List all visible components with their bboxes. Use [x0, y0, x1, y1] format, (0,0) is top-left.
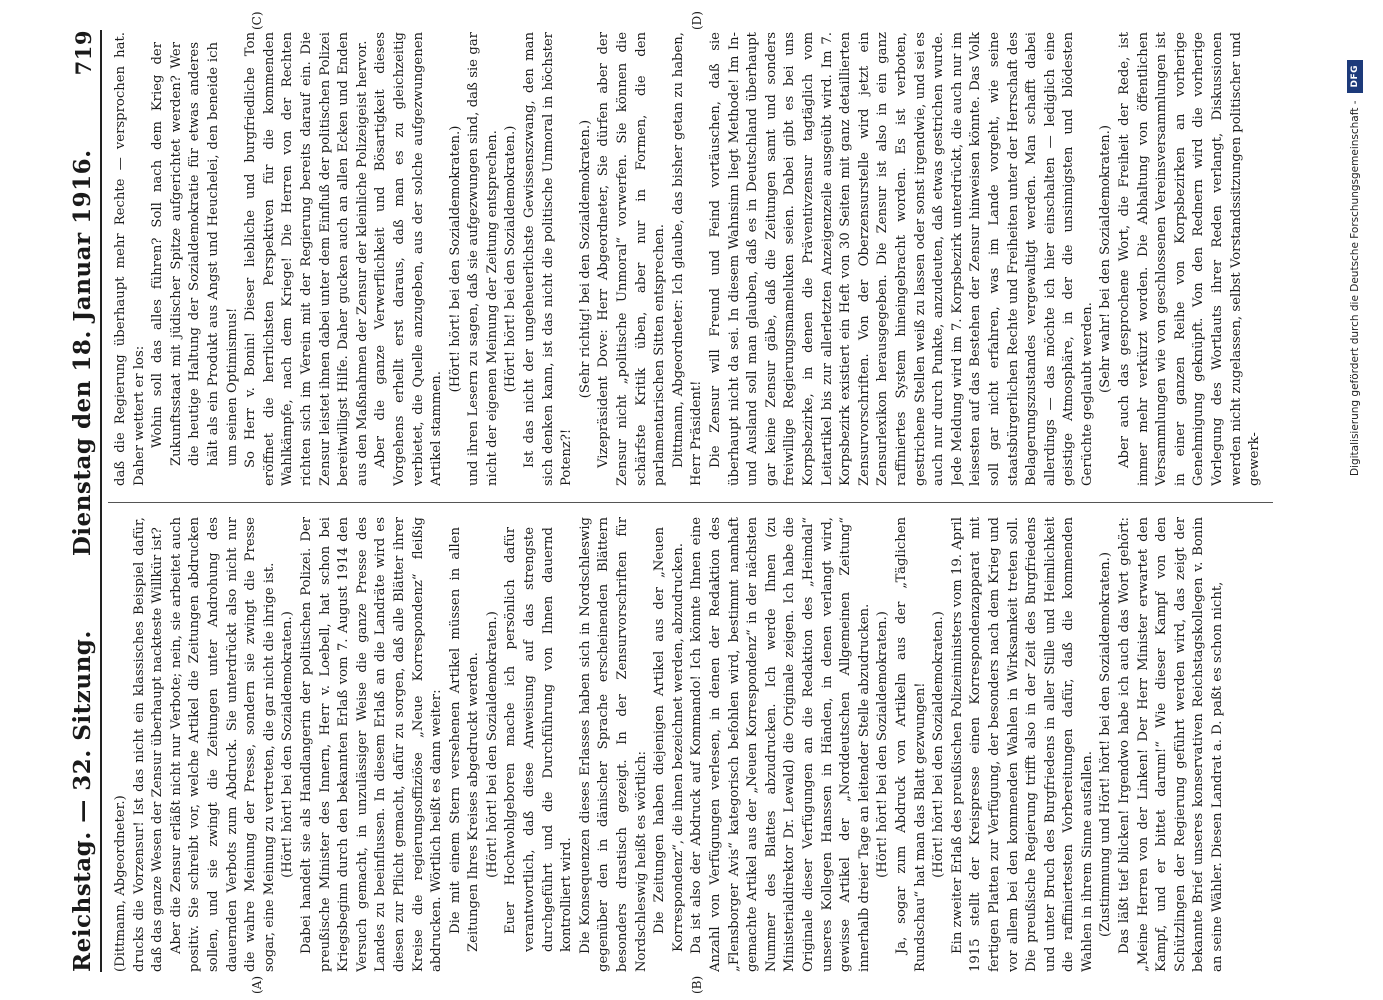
quotation: Wohin soll das alles führen? Soll nach dem Krieg der Zukunftsstaat mit jüdischer Spitze aufgerichtet werden? Wer die heutige Haltung der Sozialdemokratie für etwas anderes hält als ein Produkt aus Angst und Heuchelei, den beneide ich um seinen Optimismus!	[150, 42, 240, 466]
page-header	[56, 30, 102, 972]
header-session: Reichstag. — 32. Sitzung.	[69, 630, 96, 972]
credit-text: Digitalisierung gefördert durch die Deutsche Forschungsgemeinschaft -	[1349, 100, 1361, 477]
quotation: Die mit einem Stern versehenen Artikel müssen in allen Zeitungen Ihres Kreises abgedruckt werden.	[447, 527, 482, 952]
margin-marker-b: (B)	[690, 975, 704, 994]
margin-marker-c: (C)	[250, 11, 264, 30]
paragraph: Aber die Zensur erläßt nicht nur Verbote; nein, sie arbeitet auch positiv. Sie schreibt vor, welche Artikel die Zeitungen abdrucken sollen, und sie zwingt die Zeitungen unter Androhung des dauernden Verbots zum Abdruck. Sie unterdrückt also nicht nur die wahre Meinung der Presse, sondern sie zwingt die Presse sogar, eine Meinung zu vertreten, die gar nicht die ihrige ist.	[168, 517, 277, 972]
page-number: 719	[71, 30, 96, 76]
dfg-logo: DFG	[1347, 60, 1363, 93]
text-column-left	[112, 517, 1273, 972]
digitization-credit	[1343, 60, 1367, 920]
interjection: (Hört! hört! bei den Sozialdemokraten.)	[447, 125, 463, 393]
interjection: (Hört! hört! bei den Sozialdemokraten.)	[503, 125, 519, 393]
text-column-right	[112, 32, 1273, 486]
margin-marker-a: (A)	[250, 975, 264, 994]
paragraph: und ihren Lesern zu sagen, daß sie aufgezwungen sind, daß sie gar nicht der eigenen Meinung der Zeitung entsprechen.	[466, 32, 500, 486]
paragraph: Ja, sogar zum Abdruck von Artikeln aus der „Täglichen Rundschau“ hat man das Blatt gezwungen!	[893, 517, 928, 972]
interjection: (Zustimmung und Hört! hört! bei den Sozialdemokraten.)	[1098, 552, 1114, 937]
interjection: (Hört! hört! bei den Sozialdemokraten.)	[280, 611, 296, 878]
column-divider	[108, 502, 1273, 503]
margin-marker-d: (D)	[690, 11, 704, 30]
paragraph: Vizepräsident Dove: Herr Abgeordneter, Sie dürfen aber der Zensur nicht „politische Unmoral“ vorwerfen. Sie können die schärfste Kritik üben, aber nur in Formen, die den parlamentarischen Sitten entsprechen.	[596, 32, 668, 486]
paragraph: Dabei handelt sie als Handlangerin der politischen Polizei. Der preußische Minister des Innern, Herr v. Loebell, hat schon bei Kriegsbeginn durch den bekannten Erlaß vom 7. August 1914 den Versuch gemacht, in unzulässiger Weise die ganze Presse des Landes zu beeinflussen. In diesem Erlaß an die Landräte wird es diesen zur Pflicht gemacht, dafür zu sorgen, daß alle Blätter ihrer Kreise die regierungsoffiziöse „Neue Korrespondenz“ fleißig abdrucken. Wörtlich heißt es dann weiter:	[298, 517, 445, 972]
paragraph: Da ist also der Abdruck auf Kommando! Ich könnte Ihnen eine Anzahl von Verfügungen verlesen, in denen der Redaktion des „Flensborger Avis“ kategorisch befohlen wird, bestimmt namhaft gemachte Artikel aus der „Neuen Korrespondenz“ in der nächsten Nummer des Blattes abzudrucken. Ich werde Ihnen (zu Ministerialdirektor Dr. Lewald) die Originale zeigen. Ich habe die Originale dieser Verfügungen an die Redaktion des „Heimdal“ unseres Kollegen Hanssen in Händen, in denen verlangt wird, gewisse Artikel der „Norddeutschen Allgemeinen Zeitung“ innerhalb dreier Tage an leitender Stelle abzudrucken.	[689, 517, 872, 972]
paragraph: Dittmann, Abgeordneter: Ich glaube, das bisher getan zu haben, Herr Präsident!	[670, 32, 705, 486]
header-date: Dienstag den 18. Januar 1916.	[69, 149, 96, 557]
paragraph: Die Zensur will Freund und Feind vortäuschen, daß sie überhaupt nicht da sei. In diesem Wahnsinn liegt Methode! Im In- und Ausland soll man glauben, daß es in Deutschland überhaupt gar keine Zensur gäbe, daß die Zeitungen samt und sonders freiwillige Regierungsmameluken seien. Dabei gibt es bei uns Korpsbezirke, in denen die Präventivzensur tagtäglich vom Leitartikel bis zur allerletzten Anzeigenzeile ausgeübt wird. Im 7. Korpsbezirk existiert ein Heft von 30 Seiten mit ganz detaillierten Zensurvorschriften. Von der Oberzensurstelle wird jetzt ein Zensurlexikon herausgegeben. Die Zensur ist also in ein ganz raffiniertes System hineingebracht worden. Es ist verboten, gestrichene Stellen weiß zu lassen oder sonst irgendwie, und sei es auch nur durch Punkte, anzudeuten, daß etwas gestrichen wurde. Jede Meldung wird im 7. Korpsbezirk unterdrückt, die auch nur im leisesten auf das Bestehen der Zensur hinweisen könnte. Das Volk soll gar nicht erfahren, was im Lande vorgeht, wie seine staatsbürgerlichen Rechte und Freiheiten unter der Herrschaft des Belagerungszustandes vergewaltigt werden. Man schafft dabei allerdings — das möchte ich hier einschalten — lediglich eine geistige Atmosphäre, in der die unsinnigsten und blödesten Gerüchte geglaubt werden.	[708, 32, 1095, 486]
speaker-label: (Dittmann, Abgeordneter.)	[113, 795, 128, 972]
paragraph: So Herr v. Bonin! Dieser liebliche und burgfriedliche Ton eröffnet die herrlichsten Perspektiven für die kommenden Wahlkämpfe, nach dem Kriege! Die Herren von der Rechten richten sich im Verein mit der Regierung bereits darauf ein. Die Zensur leistet ihnen dabei unter dem Einfluß der politischen Polizei bereitwilligst Hilfe. Daher gucken auch an allen Ecken und Enden aus den Maßnahmen der Zensur der kleinliche Polizeigeist hervor.	[243, 32, 370, 486]
quotation: Euer Hochwohlgeboren mache ich persönlich dafür verantwortlich, daß diese Anweisung auf das strengste durchgeführt und die Durchführung von Ihnen dauernd kontrolliert wird.	[503, 527, 575, 952]
paragraph: Das läßt tief blicken! Irgendwo habe ich auch das Wort gehört: „Meine Herren von der Linken! Der Herr Minister erwartet den Kampf, und er bittet darum!“ Wie dieser Kampf von den Schützlingen der Regierung geführt werden wird, das zeigt der bekannte Brief unseres konservativen Reichstagskollegen v. Bonin an seine Wähler. Diesen Landrat a. D. paßt es schon nicht,	[1117, 517, 1226, 972]
interjection: (Sehr wahr! bei den Sozialdemokraten.)	[1098, 125, 1114, 393]
paragraph: Aber auch das gesprochene Wort, die Freiheit der Rede, ist immer mehr verkürzt worden. Die Abhaltung von öffentlichen Versammlungen wie von geschlossenen Vereinsversammlungen ist in einer ganzen Reihe von Korpsbezirken an vorherige Genehmigung geknüpft. Von den Rednern wird die vorherige Vorlegung des Wortlauts ihrer Reden verlangt, Diskussionen werden nicht zugelassen, selbst Vorstandssitzungen politischer und gewerk-	[1117, 32, 1263, 486]
paragraph: Ist das nicht der ungeheuerlichste Gewissenszwang, den man sich denken kann, ist das nicht die politische Unmoral in höchster Potenz?!	[522, 32, 575, 486]
interjection: (Hört! hört! bei den Sozialdemokraten.)	[875, 611, 891, 878]
interjection: (Hört! hört! bei den Sozialdemokraten.)	[931, 611, 947, 878]
paragraph: Ein zweiter Erlaß des preußischen Polizeiministers vom 19. April 1915 stellt der Kreispresse einen Korrespondenzapparat mit fertigen Platten zur Verfügung, der besonders nach dem Krieg und vor allem bei den kommenden Wahlen in Wirksamkeit treten soll. Die preußische Regierung trifft also in der Zeit des Burgfriedens und unter Bruch des Burgfriedens in aller Stille und Heimlichkeit die raffiniertesten Vorbereitungen dafür, daß die kommenden Wahlen in ihrem Sinne ausfallen.	[949, 517, 1095, 972]
quotation: Die Zeitungen haben diejenigen Artikel aus der „Neuen Korrespondenz“, die ihnen bezeichnet werden, abzudrucken.	[652, 527, 686, 952]
paragraph: drucks die Vorzensur! Ist das nicht ein klassisches Beispiel dafür, daß das ganze Wesen der Zensur überhaupt nackteste Willkür ist?	[131, 517, 166, 972]
interjection: (Hört! hört! bei den Sozialdemokraten.)	[484, 611, 500, 878]
paragraph: Aber die ganze Verwerflichkeit und Bösartigkeit dieses Vorgehens erhellt erst daraus, daß man es zu gleichzeitig verbietet, die Quelle anzugeben, aus der solche aufgezwungenen Artikel stammen.	[373, 32, 445, 486]
paragraph: daß die Regierung überhaupt mehr Rechte — versprochen hat. Daher wettert er los:	[113, 32, 147, 486]
interjection: (Sehr richtig! bei den Sozialdemokraten.)	[577, 119, 593, 399]
paragraph: Die Konsequenzen dieses Erlasses haben sich in Nordschleswig gegenüber den in dänischer Sprache erscheinenden Blättern besonders drastisch gezeigt. In der Zensurvorschriften für Nordschleswig heißt es wörtlich:	[577, 517, 649, 972]
